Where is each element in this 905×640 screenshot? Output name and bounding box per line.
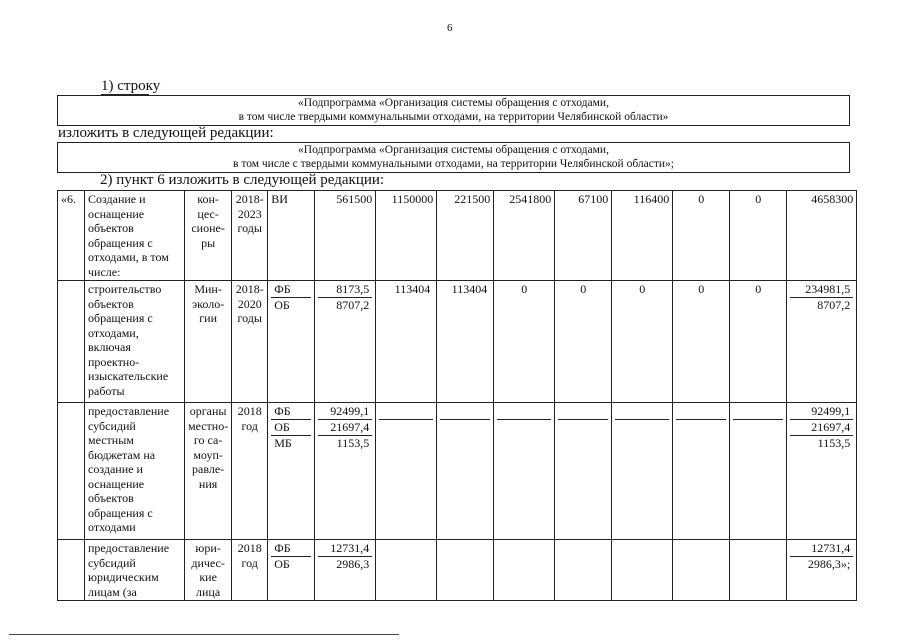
value-fb: 0: [755, 282, 762, 296]
row-executor: Мин-эколо-гии: [185, 281, 232, 403]
row-executor: юри-дичес-кие лица: [185, 540, 232, 601]
value-fb: 12731,4: [318, 541, 372, 557]
total-ob: 21697,4: [790, 420, 853, 436]
row-name: строительство объектов обращения с отходами, включая проектно-изыскательские работы: [85, 281, 185, 403]
old-title-line2: в том числе твердыми коммунальными отходами, на территории Челябинской области»: [238, 111, 669, 123]
value-cell: 2541800: [494, 191, 555, 281]
row-source: [268, 281, 315, 403]
footer-divider: [9, 634, 399, 635]
page-number: 6: [447, 22, 453, 34]
value-cell: [315, 281, 376, 403]
total-fb: 92499,1: [790, 404, 853, 420]
total-cell: 4658300: [787, 191, 857, 281]
total-cell: [787, 540, 857, 601]
value-ob: 21697,4: [318, 420, 372, 436]
value-fb: 8173,5: [318, 282, 372, 298]
total-mb: 1153,5: [817, 436, 851, 450]
item-1-label: 1) строку: [101, 78, 161, 94]
value-cell: [555, 281, 612, 403]
row-period: 2018 год: [232, 540, 268, 601]
source-ob: ОБ: [274, 557, 290, 571]
source-ob: ОБ: [274, 298, 290, 312]
value-cell: 0: [673, 191, 730, 281]
new-title-line1: «Подпрограмма «Организация системы обращения с отходами,: [298, 144, 609, 156]
new-title-line2: в том числе с твердыми коммунальными отходами, на территории Челябинской области»;: [233, 158, 674, 170]
value-cell: [730, 281, 787, 403]
row-period: 2018 год: [232, 403, 268, 540]
row-executor: кон-цес-сионе-ры: [185, 191, 232, 281]
table-row: [58, 281, 857, 403]
row-number: [58, 403, 85, 540]
row-name: предоставление субсидий местным бюджетам на создание и оснащение объектов обращения с отходами: [85, 403, 185, 540]
value-fb: 92499,1: [318, 404, 372, 420]
value-ob: 2986,3: [336, 557, 370, 571]
value-cell: [376, 281, 437, 403]
row-period: 2018-2020 годы: [232, 281, 268, 403]
source-mb: МБ: [274, 436, 292, 450]
value-fb: 0: [698, 282, 705, 296]
source-ob: ОБ: [271, 420, 311, 436]
row-source: [268, 403, 315, 540]
value-fb: 0: [580, 282, 587, 296]
table-row: [58, 191, 857, 281]
value-cell: [673, 281, 730, 403]
total-ob: 8707,2: [817, 298, 851, 312]
row-number: «6.: [58, 191, 85, 281]
table-row: [58, 403, 857, 540]
new-title-box: [57, 142, 850, 173]
value-cell: 0: [730, 191, 787, 281]
total-fb: 12731,4: [790, 541, 853, 557]
old-title-box: [57, 95, 850, 126]
value-fb: 0: [521, 282, 528, 296]
total-ob: 2986,3»;: [807, 557, 851, 571]
row-executor: органы местно-го са-моуп-равле-ния: [185, 403, 232, 540]
row-source: ВИ: [268, 191, 315, 281]
row-period: 2018-2023 годы: [232, 191, 268, 281]
item-2-label: 2) пункт 6 изложить в следующей редакции:: [100, 172, 385, 188]
total-fb: 234981,5: [790, 282, 853, 298]
value-fb: 0: [639, 282, 646, 296]
value-cell: [437, 281, 494, 403]
row-name: Создание и оснащение объектов обращения с отходами, в том числе:: [85, 191, 185, 281]
value-cell: [612, 281, 673, 403]
total-cell: [787, 403, 857, 540]
row-name: предоставление субсидий юридическим лицам (за: [85, 540, 185, 601]
value-ob: 8707,2: [336, 298, 370, 312]
total-cell: [787, 281, 857, 403]
value-cell: 116400: [612, 191, 673, 281]
value-cell: 221500: [437, 191, 494, 281]
value-fb: 113404: [394, 282, 431, 296]
table-row: [58, 540, 857, 601]
program-table: [57, 190, 857, 601]
value-cell: 1150000: [376, 191, 437, 281]
row-number: [58, 540, 85, 601]
value-cell: [494, 281, 555, 403]
value-mb: 1153,5: [336, 436, 370, 450]
source-fb: ФБ: [271, 404, 311, 420]
source-fb: ФБ: [271, 282, 311, 298]
row-number: [58, 281, 85, 403]
old-title-line1: «Подпрограмма «Организация системы обращения с отходами,: [298, 97, 609, 109]
value-cell: 67100: [555, 191, 612, 281]
row-source: [268, 540, 315, 601]
value-cell: 561500: [315, 191, 376, 281]
value-cell: [315, 540, 376, 601]
value-cell: [315, 403, 376, 540]
source-fb: ФБ: [271, 541, 311, 557]
restate-label: изложить в следующей редакции:: [58, 125, 274, 141]
value-fb: 113404: [451, 282, 488, 296]
